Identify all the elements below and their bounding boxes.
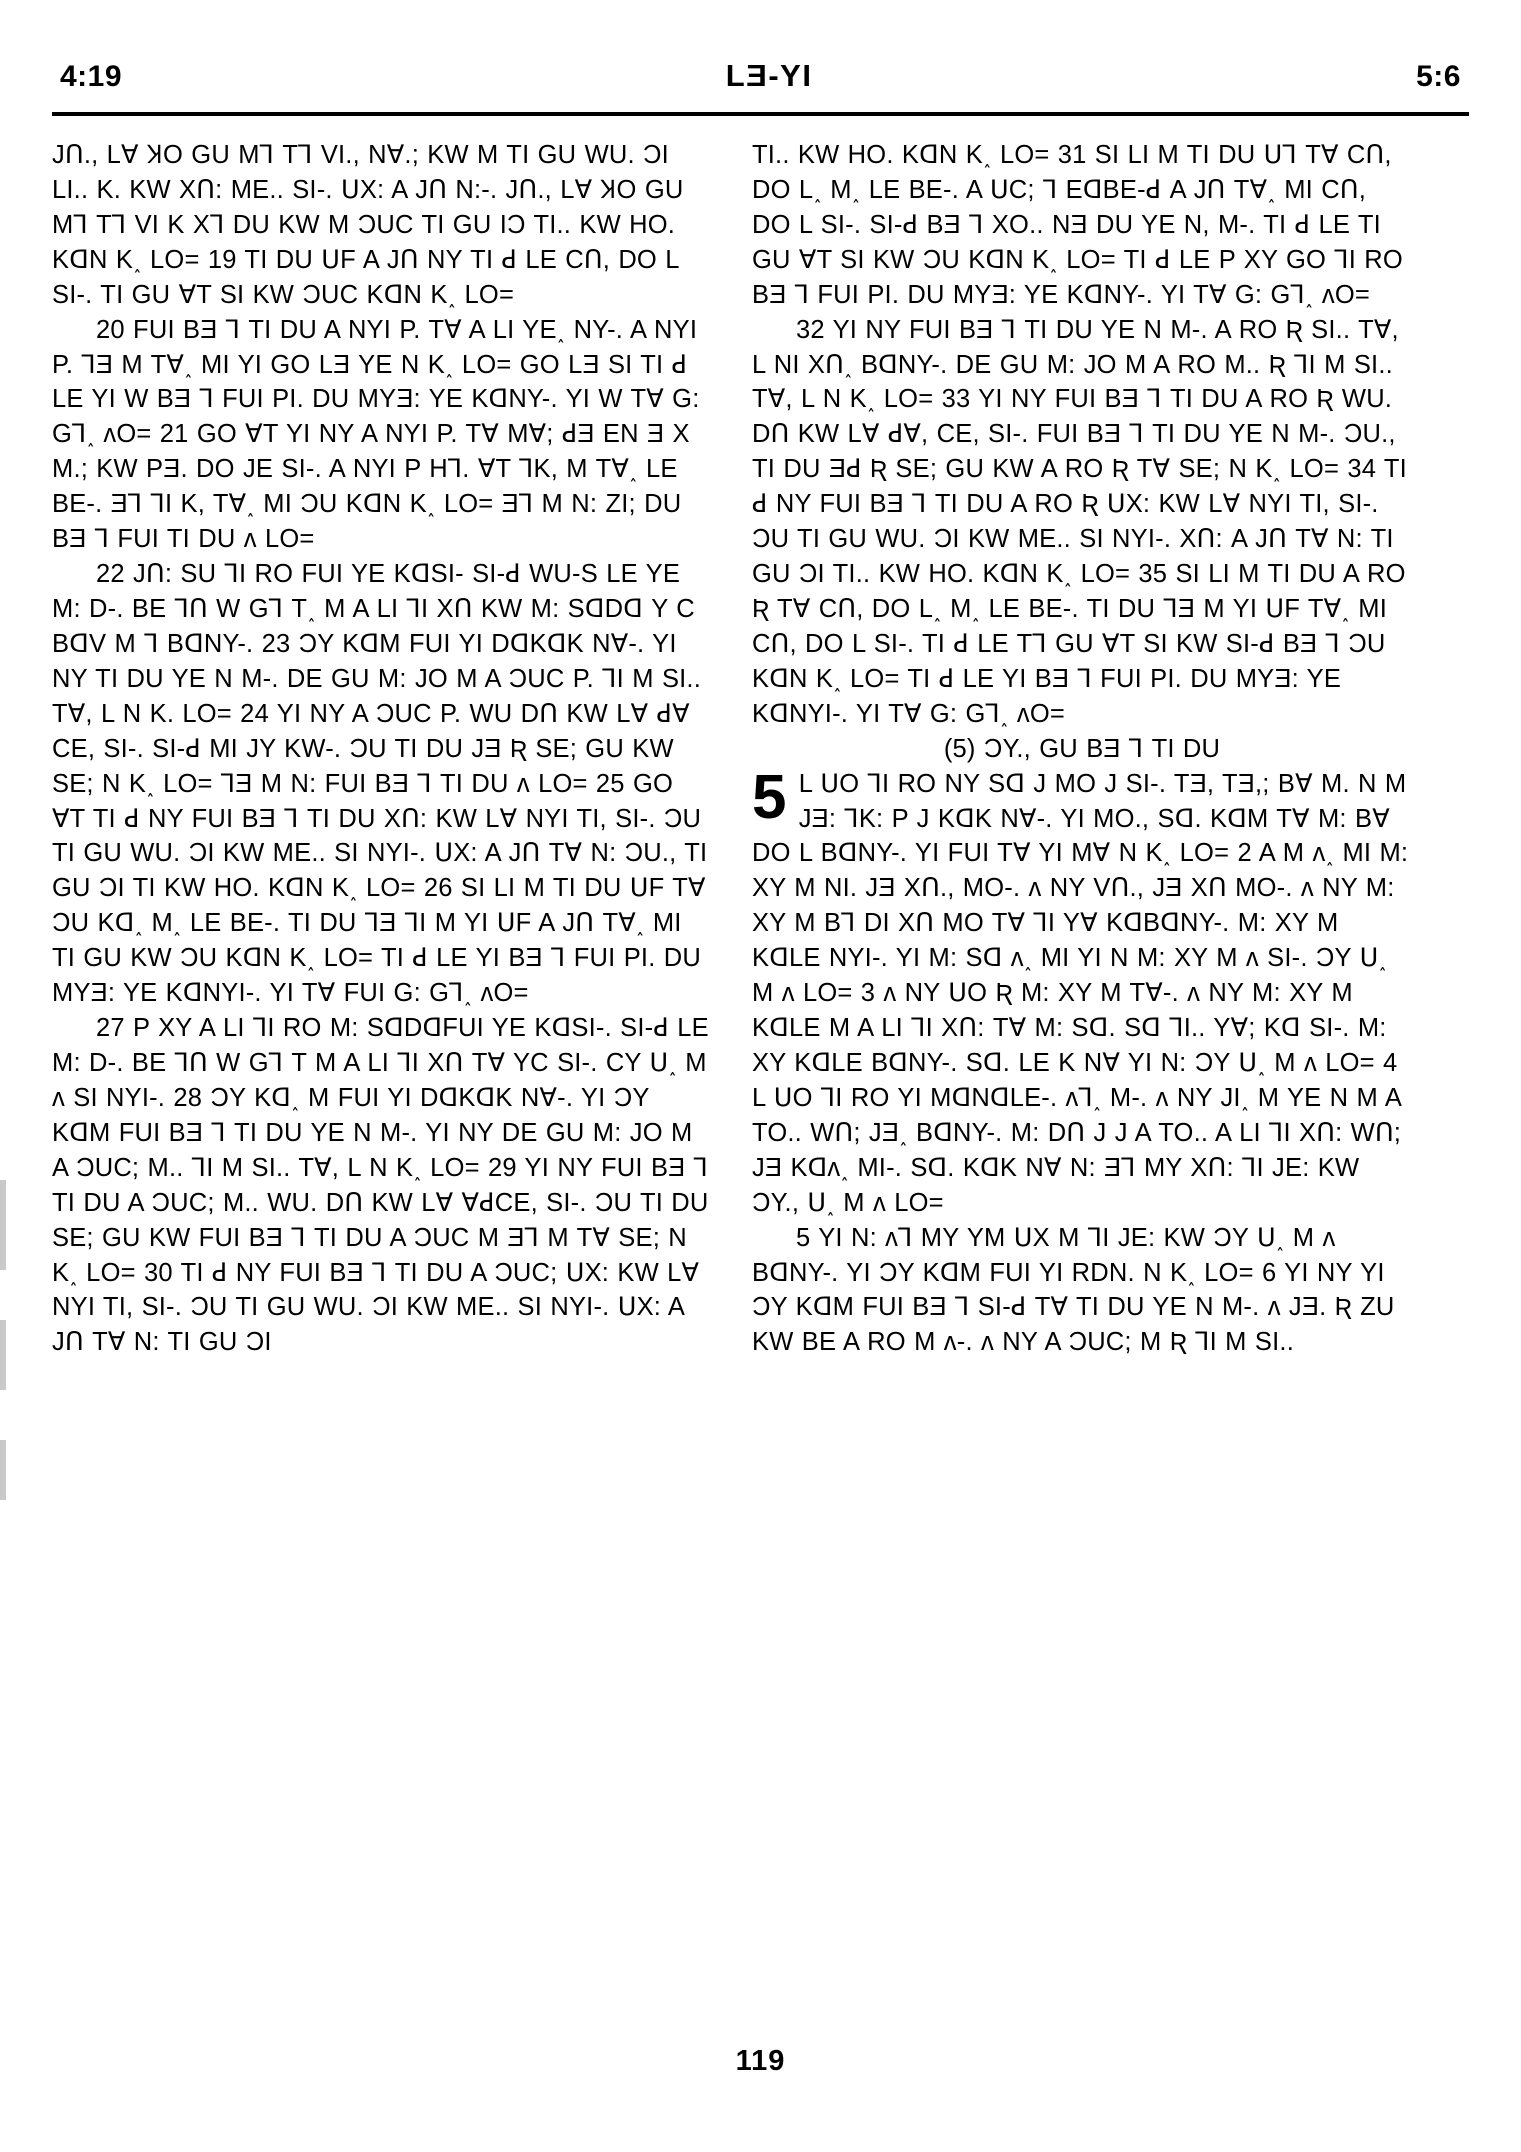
page-number: 119 xyxy=(735,2045,786,2077)
paragraph: 32 YI NY FUI BƎ ꓶ TI DU YE N M-. A RO Ʀ SI.. TⱯ, L NI XՈ˰ BꓷNY-. DE GU M: JO M A RO M.. Ʀ ꓶI M SI.. TⱯ, L N K˰ LO= 33 YI NY FUI BƎ ꓶ TI DU A RO Ʀ WU. DՈ KW LⱯ ꓒⱯ, CE, SI-. FUI BƎ ꓶ TI DU YE N M-. ƆU., TI DU Ǝꓒ Ʀ SE; GU KW A RO Ʀ TⱯ SE; N K˰ LO= 34 TI ꓒ NY FUI BƎ ꓶ TI DU A RO Ʀ ՍX: KW LⱯ NYI TI, SI-. ƆU TI GU WU. ƆI KW ME.. SI NYI-. XՈ: A JՈ TⱯ N: TI GU ƆI TI.. KW HO. KꓷN K˰ LO= 35 SI LI M TI DU A RO Ʀ TⱯ CՈ, DO L˰ M˰ LE BE-. TI DU ꓶƎ M YI ꓴF TⱯ˰ MI CՈ, DO L SI-. TI ꓒ LE Tꓶ GU ⱯT SI KW SI-ꓒ BƎ ꓶ ƆU KꓷN K˰ LO= TI ꓒ LE YI BƎ ꓶ FUI PI. DU MYƎ: YE KꓷNYI-. YI TⱯ G: Gꓶ˰ ᴧO= xyxy=(752,315,1407,728)
paragraph: TI.. KW HO. KꓷN K˰ LO= 31 SI LI M TI DU ꓴꓶ TⱯ CՈ, DO L˰ M˰ LE BE-. A ՍC; ꓶ EꓷBE-ꓒ A JՈ TⱯ˰ MI CՈ, DO L SI-. SI-ꓒ BƎ ꓶ XO.. NƎ DU YE N, M-. TI ꓒ LE TI GU ⱯT SI KW ƆU KꓷN K˰ LO= TI ꓒ LE P XY GO ꓶI RO BƎ ꓶ FUI PI. DU MYƎ: YE KꓷNY-. YI TⱯ G: Gꓶ˰ ᴧO= xyxy=(752,141,1403,309)
header-left-reference: 4:19 xyxy=(60,60,123,93)
chapter-number-dropcap: 5 xyxy=(752,762,787,832)
text-columns xyxy=(52,138,1469,2028)
header-divider xyxy=(52,112,1469,116)
scan-edge-mark xyxy=(0,1320,6,1390)
paragraph: 22 JՈ: SU ꓶI RO FUI YE KꓷSI- SI-ꓒ WU-S LE YE M: D-. BE ꓶՈ W Gꓶ T˰ M A LI ꓶI XՈ KW M: SꓷDꓷ Y C BꓷV M ꓶ BꓷNY-. 23 ƆY KꓷM FUI YI DꓷKꓷK NⱯ-. YI NY TI DU YE N M-. DE GU M: JO M A ƆUC P. ꓶI M SI.. TⱯ, L N K. LO= 24 YI NY A ƆUC P. WU DՈ KW LⱯ ꓒⱯ CE, SI-. SI-ꓒ MI JY KW-. ƆU TI DU JƎ Ʀ SE; GU KW SE; N K˰ LO= ꓶƎ M N: FUI BƎ ꓶ TI DU ᴧ LO= 25 GO ⱯT TI ꓒ NY FUI BƎ ꓶ TI DU XՈ: KW LⱯ NYI TI, SI-. ƆU TI GU WU. ƆI KW ME.. SI NYI-. ՍX: A JՈ TⱯ N: ƆU., TI GU ƆI TI KW HO. KꓷN K˰ LO= 26 SI LI M TI DU ꓴF TⱯ ƆU Kꓷ˰ M˰ LE BE-. TI DU ꓶƎ ꓶI M YI ꓴF A JՈ TⱯ˰ MI TI GU KW ƆU KꓷN K˰ LO= TI ꓒ LE YI BƎ ꓶ FUI PI. DU MYƎ: YE KꓷNYI-. YI TⱯ FUI G: Gꓶ˰ ᴧO= xyxy=(52,560,708,1008)
header-book-title: LƎ-YI xyxy=(725,58,813,93)
chapter-heading: (5) ƆY., GU BƎ ꓶ TI DU xyxy=(943,734,1221,763)
running-head xyxy=(52,58,1469,94)
paragraph: 5 YI N: ᴧꓶ MY YM ՍX M ꓶI JE: KW ƆY ꓴ˰ M ᴧ BꓷNY-. YI ƆY KꓷM FUI YI RDN. N K˰ LO= 6 YI NY YI ƆY KꓷM FUI BƎ ꓶ SI-ꓒ TⱯ TI DU YE N M-. ᴧ JƎ. Ʀ ZU KW BE A RO M ᴧ-. ᴧ NY A ƆUC; M Ʀ ꓶI M SI.. xyxy=(752,1223,1395,1357)
scan-edge-mark xyxy=(0,1180,6,1270)
paragraph: 20 FUI BƎ ꓶ TI DU A NYI P. TⱯ A LI YE˰ NY-. A NYI P. ꓶƎ M TⱯ˰ MI YI GO LƎ YE N K˰ LO= GO LƎ SI TI ꓒ LE YI W BƎ ꓶ FUI PI. DU MYƎ: YE KꓷNY-. YI W TⱯ G: Gꓶ˰ ᴧO= 21 GO ⱯT YI NY A NYI P. TⱯ MⱯ; ꓒƎ EN Ǝ X M.; KW PƎ. DO JE SI-. A NYI P Hꓶ. ⱯT ꓶK, M TⱯ˰ LE BE-. Ǝꓶ ꓶI K, TⱯ˰ MI ƆU KꓷN K˰ LO= Ǝꓶ M N: ZI; DU BƎ ꓶ FUI TI DU ᴧ LO= xyxy=(52,315,700,554)
right-column xyxy=(752,138,1412,2028)
paragraph: JՈ., LⱯ ꞰO GU Mꓶ Tꓶ VI., NⱯ.; KW M TI GU WU. ƆI LI.. K. KW XՈ: ME.. SI-. ՍX: A JՈ N:-. JՈ., LⱯ ꞰO GU Mꓶ Tꓶ VI K Xꓶ DU KW M ƆUC TI GU IƆ TI.. KW HO. KꓷN K˰ LO= 19 TI DU ꓴF A JՈ NY TI ꓒ LE CՈ, DO L SI-. TI GU ⱯT SI KW ƆUC KꓷN K˰ LO= xyxy=(52,141,684,309)
left-column xyxy=(52,138,712,2028)
chapter-opening xyxy=(752,762,1412,1221)
paragraph: 27 P XY A LI ꓶI RO M: SꓷDꓷFUI YE KꓷSI-. SI-ꓒ LE M: D-. BE ꓶՈ W Gꓶ T M A LI ꓶI XՈ TⱯ YC SI-. CY ꓴ˰ M ᴧ SI NYI-. 28 ƆY Kꓷ˰ M FUI YI DꓷKꓷK NⱯ-. YI ƆY KꓷM FUI BƎ ꓶ TI DU YE N M-. YI NY DE GU M: JO M A ƆUC; M.. ꓶI M SI.. TⱯ, L N K˰ LO= 29 YI NY FUI BƎ ꓶ TI DU A ƆUC; M.. WU. DՈ KW LⱯ ⱯꓒCE, SI-. ƆU TI DU SE; GU KW FUI BƎ ꓶ TI DU A ƆUC M Ǝꓶ M TⱯ SE; N K˰ LO= 30 TI ꓒ NY FUI BƎ ꓶ TI DU A ƆUC; ՍX: KW LⱯ NYI TI, SI-. ƆU TI GU WU. ƆI KW ME.. SI NYI-. ՍX: A JՈ TⱯ N: TI GU ƆI xyxy=(52,1014,709,1357)
header-right-reference: 5:6 xyxy=(1416,60,1461,93)
paragraph: L ꓴO ꓶI RO NY Sꓷ J MO J SI-. TƎ, TƎ,; BⱯ M. N M JƎ: ꓶK: P J KꓷK NⱯ-. YI MO., Sꓷ. KꓷM TⱯ M: BⱯ DO L BꓷNY-. YI FUI TⱯ YI MⱯ N K˰ LO= 2 A M ᴧ˰ MI M: XY M NI. JƎ XՈ., MO-. ᴧ NY VՈ., JƎ XՈ MO-. ᴧ NY M: XY M Bꓶ DI XՈ MO TⱯ ꓶI YⱯ KꓷBꓷNY-. M: XY M KꓷLE NYI-. YI M: Sꓷ ᴧ˰ MI YI N M: XY M ᴧ SI-. ƆY ꓴ˰ M ᴧ LO= 3 ᴧ NY ꓴO Ʀ M: XY M TⱯ-. ᴧ NY M: XY M KꓷLE M A LI ꓶI XՈ: TⱯ M: Sꓷ. Sꓷ ꓶI.. YⱯ; Kꓷ SI-. M: XY KꓷLE BꓷNY-. Sꓷ. LE K NⱯ YI N: ƆY ꓴ˰ M ᴧ LO= 4 L ꓴO ꓶI RO YI MꓷNꓷLE-. ᴧꓶ˰ M-. ᴧ NY JI˰ M YE N M A TO.. WՈ; JƎ˰ BꓷNY-. M: DՈ J J A TO.. A LI ꓶI XՈ: WՈ; JƎ Kꓷᴧ˰ MI-. Sꓷ. KꓷK NⱯ N: Ǝꓶ MY XՈ: ꓶI JE: KW ƆY., ꓴ˰ M ᴧ LO= xyxy=(752,769,1409,1217)
scan-edge-mark xyxy=(0,1440,6,1500)
